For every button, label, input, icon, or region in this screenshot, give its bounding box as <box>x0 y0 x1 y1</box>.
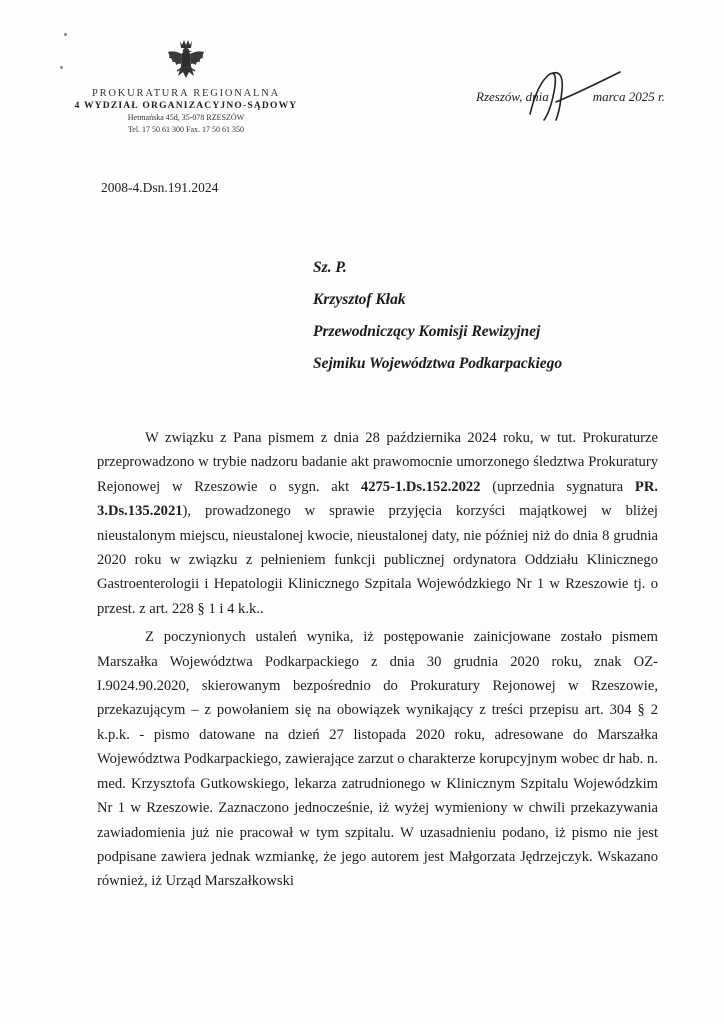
letterhead <box>56 38 316 136</box>
addressee-salutation: Sz. P. <box>313 259 347 276</box>
handwritten-day-signature-icon <box>520 62 630 128</box>
office-address: Hetmańska 45d, 35-078 RZESZÓW <box>127 113 245 122</box>
office-name: PROKURATURA REGIONALNA <box>91 88 281 99</box>
place-date-suffix: marca 2025 r. <box>592 89 665 104</box>
case-reference: 2008-4.Dsn.191.2024 <box>101 180 219 195</box>
case-signature-previous: PR. 3.Ds.135.2021 <box>97 478 659 520</box>
polish-eagle-emblem-icon <box>166 38 206 82</box>
addressee-institution: Sejmiku Województwa Podkarpackiego <box>313 355 563 372</box>
case-signature-current: 4275-1.Ds.152.2022 <box>360 478 481 495</box>
office-phones: Tel. 17 50 61 300 Fax. 17 50 61 350 <box>127 125 245 134</box>
department-name: 4 WYDZIAŁ ORGANIZACYJNO-SĄDOWY <box>74 101 298 111</box>
addressee-block <box>313 252 562 380</box>
addressee-name: Krzysztof Kłak <box>313 291 406 308</box>
addressee-position: Przewodniczący Komisji Rewizyjnej <box>313 323 541 340</box>
body-paragraph-1 <box>97 426 658 621</box>
scan-speck <box>64 33 67 36</box>
p1-text-a: W związku z Pana pismem z dnia 28 października 2024 roku, w tut. Prokuraturze przeprowadzono w trybie nadzoru badanie akt prawomocnie umorzonego śledztwa Prokuratury Rejonowej w Rzeszowie o sygn. akt <box>97 430 658 495</box>
letter-body <box>97 426 658 898</box>
place-date-prefix: Rzeszów, dnia <box>476 89 549 104</box>
p1-text-b: (uprzednia sygnatura <box>480 478 635 495</box>
p1-text-c: ), prowadzonego w sprawie przyjęcia korzyści majątkowej w bliżej nieustalonym miejscu, nieustalonej kwocie, nieustalonej daty, nie później niż do dnia 8 grudnia 2020 roku w związku z pełnieniem funkcji publicznej ordynatora Oddziału Klinicznego Gastroenterologii i Hepatologii Klinicznego Szpitala Wojewódzkiego Nr 1 w Rzeszowie tj. o przest. z art. 228 § 1 i 4 k.k.. <box>97 503 658 617</box>
body-paragraph-2: Z poczynionych ustaleń wynika, iż postępowanie zainicjowane zostało pismem Marszałka Województwa Podkarpackiego z dnia 30 grudnia 2020 roku, znak OZ-I.9024.90.2020, skierowanym bezpośrednio do Prokuratury Rejonowej w Rzeszowie, przekazującym – z powołaniem się na obowiązek wynikający z treści przepisu art. 304 § 2 k.p.k. - pismo datowane na dzień 27 listopada 2020 roku, adresowane do Marszałka Województwa Podkarpackiego, zawierające zarzut o charakterze korupcyjnym wobec dr hab. n. med. Krzysztofa Gutkowskiego, lekarza zatrudnionego w Klinicznym Szpitalu Wojewódzkim Nr 1 w Rzeszowie. Zaznaczono jednocześnie, iż wyżej wymieniony w chwili przekazywania zawiadomienia już nie pracował w tym szpitalu. W uzasadnieniu podano, iż pismo nie jest podpisane zawiera jednak wzmiankę, że jego autorem jest Małgorzata Jędrzejczyk. Wskazano również, iż Urząd Marszałkowski <box>97 629 658 890</box>
